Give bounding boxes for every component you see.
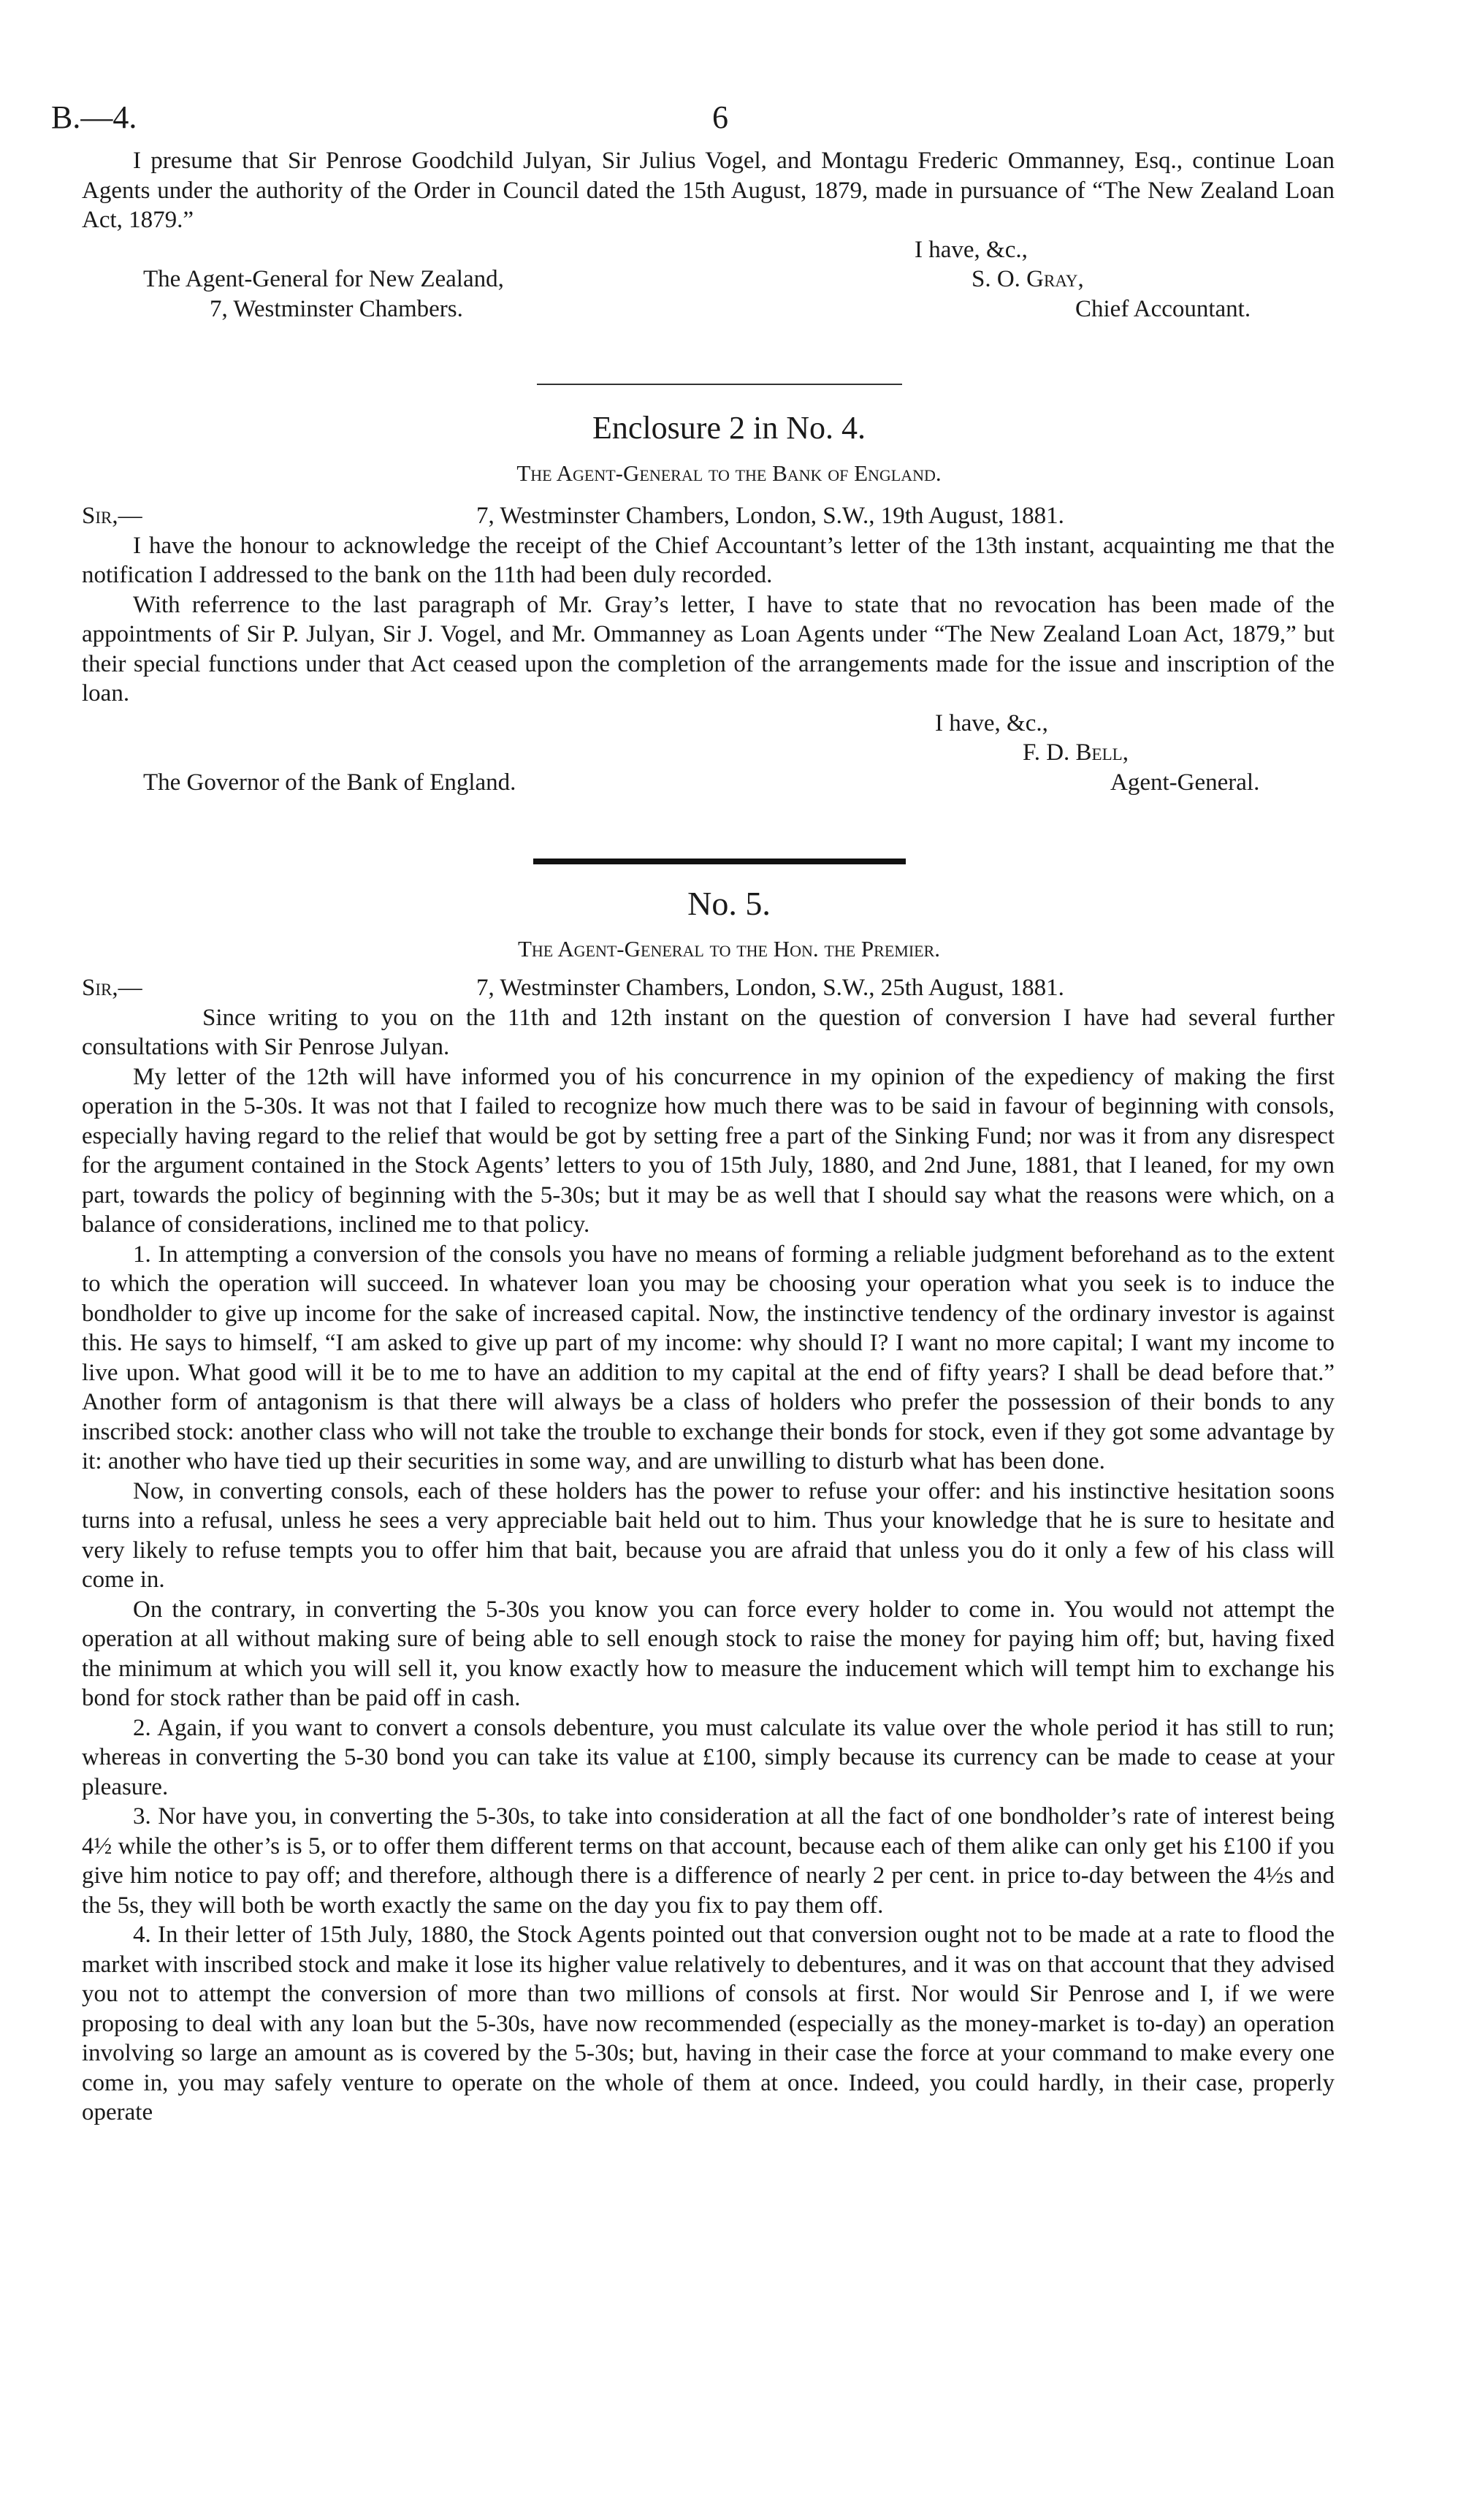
paragraph: 2. Again, if you want to convert a consols debenture, you must calculate its value over the whole period it has still to run; whereas in converting the 5-30 bond you can take its value at £100, simply because its currency can be made to cease at your pleasure.	[82, 1714, 1335, 1800]
paragraph: Now, in converting consols, each of these holders has the power to refuse your offer: and his instinctive hesitation soons turns into a refusal, unless he sees a very appreciable bait held out to him. Thus your knowledge that he is sure to hesitate and very likely to refuse tempts you to offer him that bait, because you are afraid that unless you do it only a few of his class will come in.	[82, 1477, 1335, 1593]
address-date: 7, Westminster Chambers, London, S.W., 19th August, 1881.	[476, 503, 1064, 529]
signer-name: S. O. Gray,	[972, 266, 1084, 292]
closing-line: I have, &c.,	[935, 709, 1048, 736]
enclosure-title: Enclosure 2 in No. 4.	[592, 410, 866, 446]
salutation: Sir,—	[82, 975, 142, 1001]
address-date: 7, Westminster Chambers, London, S.W., 25th August, 1881.	[476, 975, 1064, 1001]
page-number: 6	[712, 99, 728, 135]
letter-no5	[82, 973, 1335, 2128]
paragraph: Since writing to you on the 11th and 12th instant on the question of conversion I have had several further consultations with Sir Penrose Julyan.	[82, 1004, 1335, 1060]
paragraph: With referrence to the last paragraph of Mr. Gray’s letter, I have to state that no revocation has been made of the appointments of Sir P. Julyan, Sir J. Vogel, and Mr. Ommanney as Loan Agents under “The New Zealand Loan Act, 1879,” but their special functions under that Act ceased upon the completion of the arrangements made for the issue and inscription of the loan.	[82, 591, 1335, 707]
paragraph: My letter of the 12th will have informed you of his concurrence in my opinion of the expediency of making the first operation in the 5-30s. It was not that I failed to recognize how much there was to be said in favour of beginning with consols, especially having regard to the relief that would be got by setting free a part of the Sinking Fund; nor was it from any disrespect for the argument contained in the Stock Agents’ letters to you of 15th July, 1880, and 2nd June, 1881, that I leaned, for my own part, towards the policy of beginning with the 5-30s; but it may be as well that I should say what the reasons were which, on a balance of considerations, inclined me to that policy.	[82, 1063, 1335, 1238]
letter-top-body: I presume that Sir Penrose Goodchild Julyan, Sir Julius Vogel, and Montagu Frederic Ommanney, Esq., continue Loan Agents under the authority of the Order in Council dated the 15th August, 1879, made in pursuance of “The New Zealand Loan Act, 1879.”	[82, 148, 1335, 233]
addressee-line: The Governor of the Bank of England.	[143, 769, 516, 796]
letter-title: No. 5.	[687, 885, 771, 922]
section-divider	[537, 384, 902, 385]
paragraph: 1. In attempting a conversion of the consols you have no means of forming a reliable judgment beforehand as to the extent to which the operation will succeed. In whatever loan you may be choosing your operation what you seek is to induce the bondholder to give up income for the sake of increased capital. Now, the instinctive tendency of the ordinary investor is against this. He says to himself, “I am asked to give up part of my income: why should I? I want no more capital; I want my income to live upon. What good will it be to me to have an addition to my capital at the end of fifty years? I shall be dead before that.” Another form of antagonism is that there will always be a class of holders who prefer the possession of their bonds to any inscribed stock: another class who will not take the trouble to exchange their bonds for stock, even if they got some advantage by it: another who have tied up their securities in some way, and are unwilling to disturb what has been done.	[82, 1241, 1335, 1474]
closing-line: I have, &c.,	[915, 236, 1028, 263]
paragraph: 3. Nor have you, in converting the 5-30s, to take into consideration at all the fact of one bondholder’s rate of interest being 4½ while the other’s is 5, or to offer them different terms on that account, because each of them alike can only get his £100 if you give him notice to pay off; and therefore, although there is a difference of nearly 2 per cent. in price to-day between the 4½s and the 5s, they will both be worth exactly the same on the day you fix to pay them off.	[82, 1803, 1335, 1919]
section-divider-thick	[533, 859, 906, 864]
signer-title: Chief Accountant.	[1075, 295, 1251, 322]
salutation: Sir,—	[82, 503, 142, 529]
paragraph: 4. In their letter of 15th July, 1880, the Stock Agents pointed out that conversion ought not to be made at a rate to flood the market with inscribed stock and make it lose its higher value relatively to debentures, and it was on that account that they advised you not to attempt the conversion of more than two millions of consols at first. Nor would Sir Penrose and I, if we were proposing to deal with any loan but the 5-30s, have now recommended (especially as the money-market is to-day) an operation involving so large an amount as is covered by the 5-30s; but, having in their case the force at your command to make every one come in, you may safely venture to operate on the whole of them at once. Indeed, you could hardly, in their case, properly operate	[82, 1922, 1335, 2125]
signer-title: Agent-General.	[1110, 769, 1260, 796]
paragraph: I have the honour to acknowledge the receipt of the Chief Accountant’s letter of the 13th instant, acquainting me that the notification I addressed to the bank on the 11th had been duly recorded.	[82, 532, 1335, 588]
document-reference: B.—4.	[51, 99, 137, 135]
enclosure-subtitle: The Agent-General to the Bank of England.	[516, 460, 942, 486]
enclosure-letter	[82, 501, 1335, 797]
addressee-line-1: The Agent-General for New Zealand,	[143, 266, 504, 292]
letter-top	[82, 146, 1335, 324]
letter-subtitle: The Agent-General to the Hon. the Premier.	[517, 936, 941, 962]
paragraph: On the contrary, in converting the 5-30s you know you can force every holder to come in. You would not attempt the operation at all without making sure of being able to sell enough stock to raise the money for paying him off; but, having fixed the minimum at which you will sell it, you know exactly how to measure the inducement which will tempt him to exchange his bond for stock rather than be paid off in cash.	[82, 1596, 1335, 1711]
signer-name: F. D. Bell,	[1023, 739, 1129, 766]
addressee-line-2: 7, Westminster Chambers.	[210, 295, 463, 322]
